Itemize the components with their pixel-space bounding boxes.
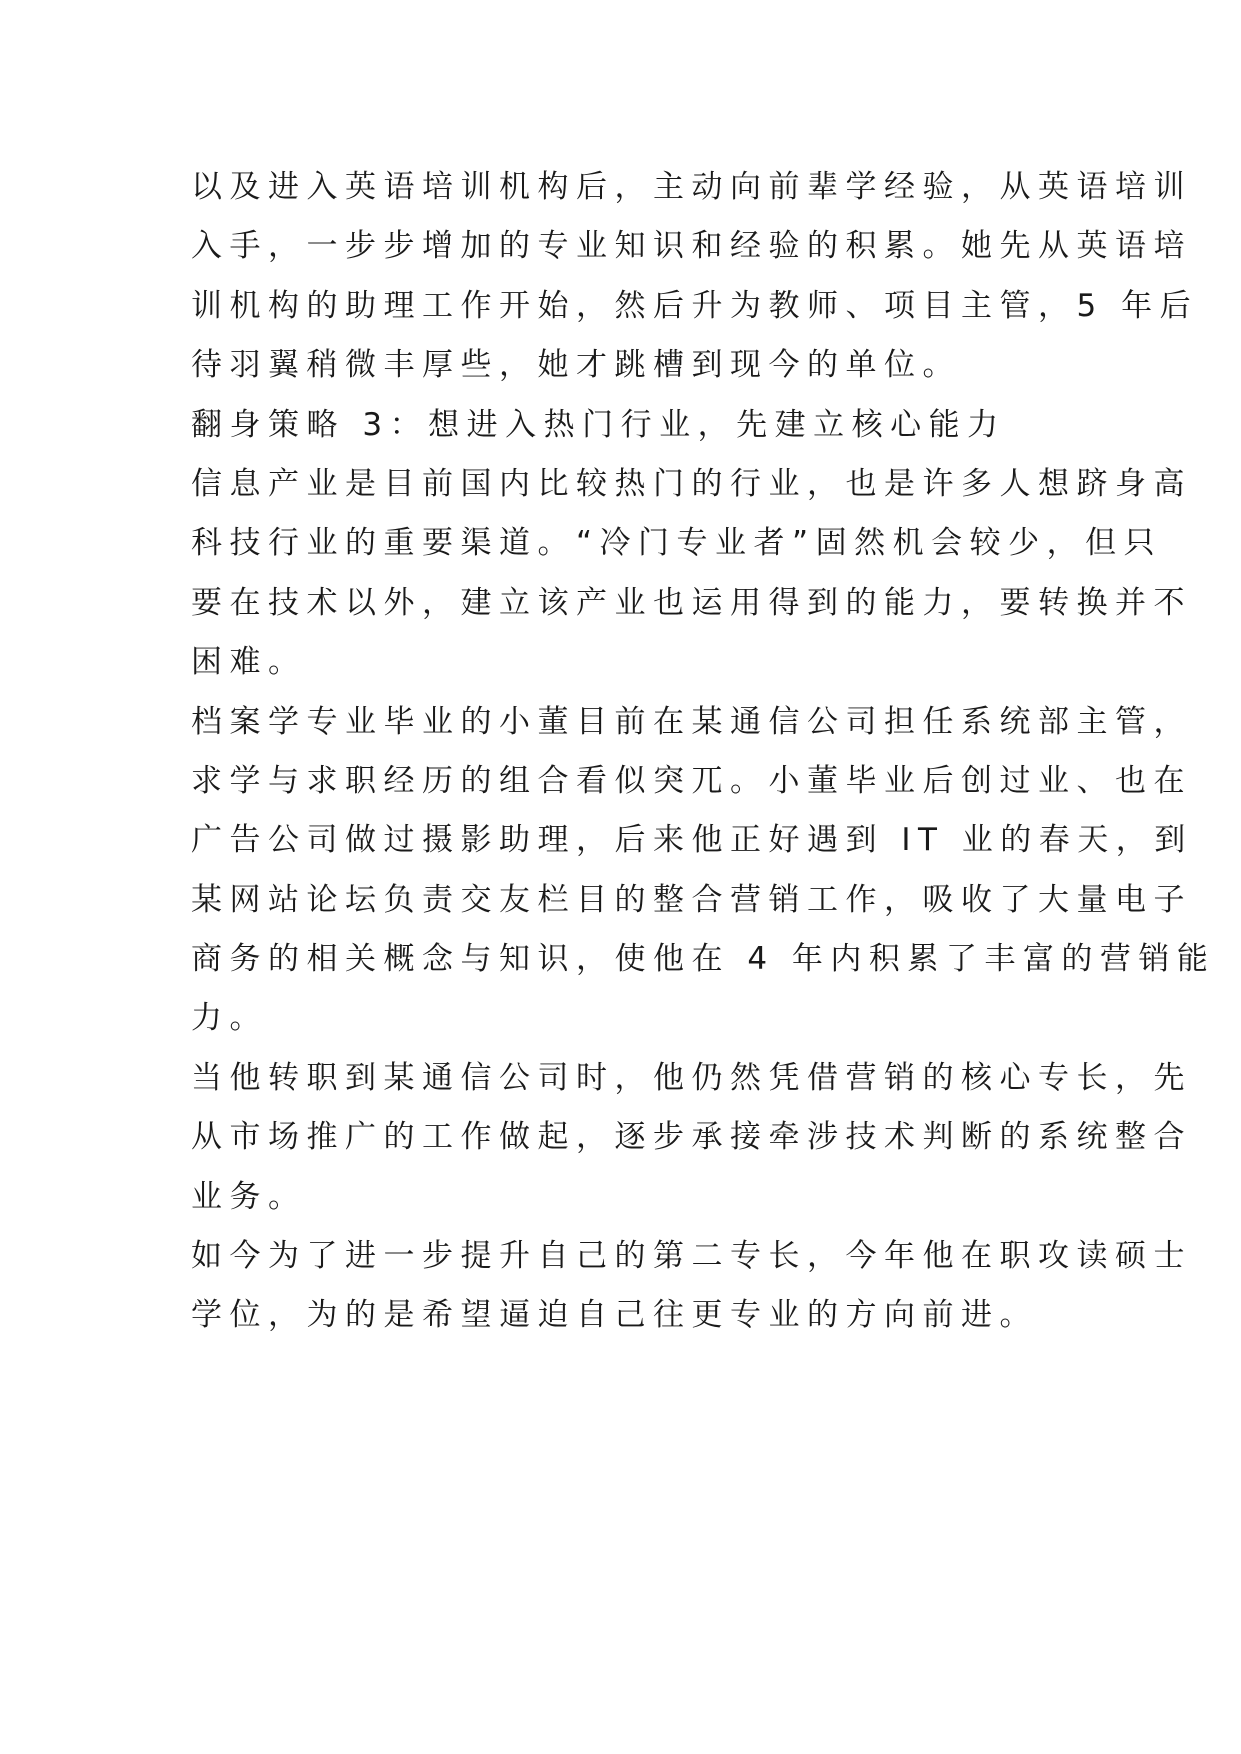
text-line: 困难。	[191, 644, 307, 681]
section-heading: 翻身策略 3：想进入热门行业，先建立核心能力	[191, 406, 1006, 443]
text-line: 训机构的助理工作开始，然后升为教师、项目主管，5 年后	[191, 287, 1199, 324]
text-line: 待羽翼稍微丰厚些，她才跳槽到现今的单位。	[191, 347, 961, 384]
document-body	[191, 158, 1216, 1346]
text-line: 广告公司做过摄影助理，后来他正好遇到 IT 业的春天，到	[191, 822, 1193, 859]
text-line: 当他转职到某通信公司时，他仍然凭借营销的核心专长，先	[191, 1059, 1192, 1096]
text-line: 力。	[191, 1000, 268, 1037]
text-line: 以及进入英语培训机构后，主动向前辈学经验，从英语培训	[191, 169, 1192, 205]
text-line: 科技行业的重要渠道。“冷门专业者”固然机会较少，但只	[191, 525, 1163, 562]
text-line: 商务的相关概念与知识，使他在 4 年内积累了丰富的营销能	[191, 941, 1216, 978]
text-line: 学位，为的是希望逼迫自己往更专业的方向前进。	[191, 1297, 1038, 1334]
text-line: 从市场推广的工作做起，逐步承接牵涉技术判断的系统整合	[191, 1119, 1192, 1156]
text-line: 某网站论坛负责交友栏目的整合营销工作，吸收了大量电子	[191, 881, 1192, 918]
text-line: 入手，一步步增加的专业知识和经验的积累。她先从英语培	[191, 228, 1192, 265]
text-line: 如今为了进一步提升自己的第二专长，今年他在职攻读硕士	[191, 1238, 1192, 1275]
text-line: 信息产业是目前国内比较热门的行业，也是许多人想跻身高	[191, 465, 1192, 502]
text-line: 要在技术以外，建立该产业也运用得到的能力，要转换并不	[191, 584, 1192, 621]
text-line: 档案学专业毕业的小董目前在某通信公司担任系统部主管，	[191, 703, 1192, 740]
text-line: 求学与求职经历的组合看似突兀。小董毕业后创过业、也在	[191, 762, 1192, 799]
text-line: 业务。	[191, 1178, 307, 1215]
